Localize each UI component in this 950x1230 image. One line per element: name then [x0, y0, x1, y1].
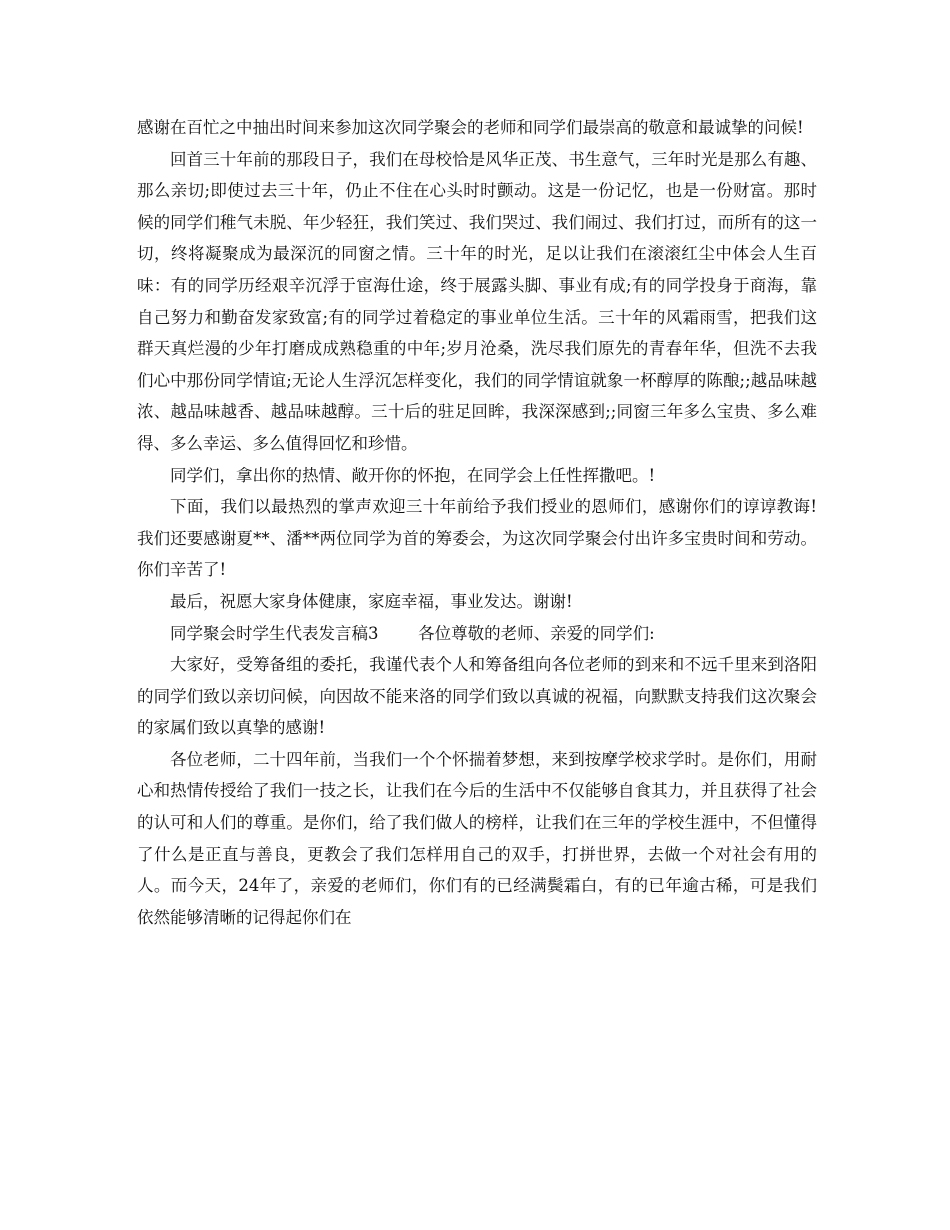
salutation: 各位尊敬的老师、亲爱的同学们:: [418, 623, 655, 643]
paragraph-3: 同学们，拿出你的热情、敞开你的怀抱，在同学会上任性挥撒吧。!: [170, 465, 656, 485]
paragraph-7: 各位老师，二十四年前，当我们一个个怀揣着梦想，来到按摩学校求学时。是你们，用耐心和热情传授给了我们一技之长，让我们在今后的生活中不仅能够自食其力，并且获得了社会的认可和人们的尊重。是你们，给了我们做人的榜样，让我们在三年的学校生涯中，不但懂得了什么是正直与善良，更教会了我们怎样用自己的双手，打拼世界，去做一个对社会有用的人。而今天，24年了，亲爱的老师们，你们有的已经满鬓霜白，有的已年逾古稀，可是我们依然能够清晰的记得起你们在: [137, 749, 817, 927]
paragraph-1: 感谢在百忙之中抽出时间来参加这次同学聚会的老师和同学们最崇高的敬意和最诚挚的问候!: [137, 118, 804, 137]
section-heading-line: [137, 618, 817, 650]
paragraph-6: 大家好，受筹备组的委托，我谨代表个人和筹备组向各位老师的到来和不远千里来到洛阳的同学们致以亲切问候，向因故不能来洛的同学们致以真诚的祝福，向默默支持我们这次聚会的家属们致以真挚的感谢!: [137, 655, 817, 738]
section-title: 同学聚会时学生代表发言稿3: [170, 623, 379, 643]
paragraph-5: 最后，祝愿大家身体健康，家庭幸福，事业发达。谢谢!: [170, 591, 573, 611]
document-body: [137, 112, 817, 933]
paragraph-2: 回首三十年前的那段日子，我们在母校恰是风华正茂、书生意气，三年时光是那么有趣、那么亲切;即使过去三十年，仍止不住在心头时时颤动。这是一份记忆，也是一份财富。那时候的同学们稚气未脱、年少轻狂，我们笑过、我们哭过、我们闹过、我们打过，而所有的这一切，终将凝聚成为最深沉的同窗之情。三十年的时光，足以让我们在滚滚红尘中体会人生百味：有的同学历经艰辛沉浮于宦海仕途，终于展露头脚、事业有成;有的同学投身于商海，靠自己努力和勤奋发家致富;有的同学过着稳定的事业单位生活。三十年的风霜雨雪，把我们这群天真烂漫的少年打磨成成熟稳重的中年;岁月沧桑，洗尽我们原先的青春年华，但洗不去我们心中那份同学情谊;无论人生浮沉怎样变化，我们的同学情谊就象一杯醇厚的陈酿;;越品味越浓、越品味越香、越品味越醇。三十后的驻足回眸，我深深感到;;同窗三年多么宝贵、多么难得、多么幸运、多么值得回忆和珍惜。: [137, 149, 817, 453]
paragraph-4: 下面，我们以最热烈的掌声欢迎三十年前给予我们授业的恩师们，感谢你们的谆谆教诲!我们还要感谢夏**、潘**两位同学为首的筹委会，为这次同学聚会付出许多宝贵时间和劳动。你们辛苦了!: [137, 497, 817, 580]
